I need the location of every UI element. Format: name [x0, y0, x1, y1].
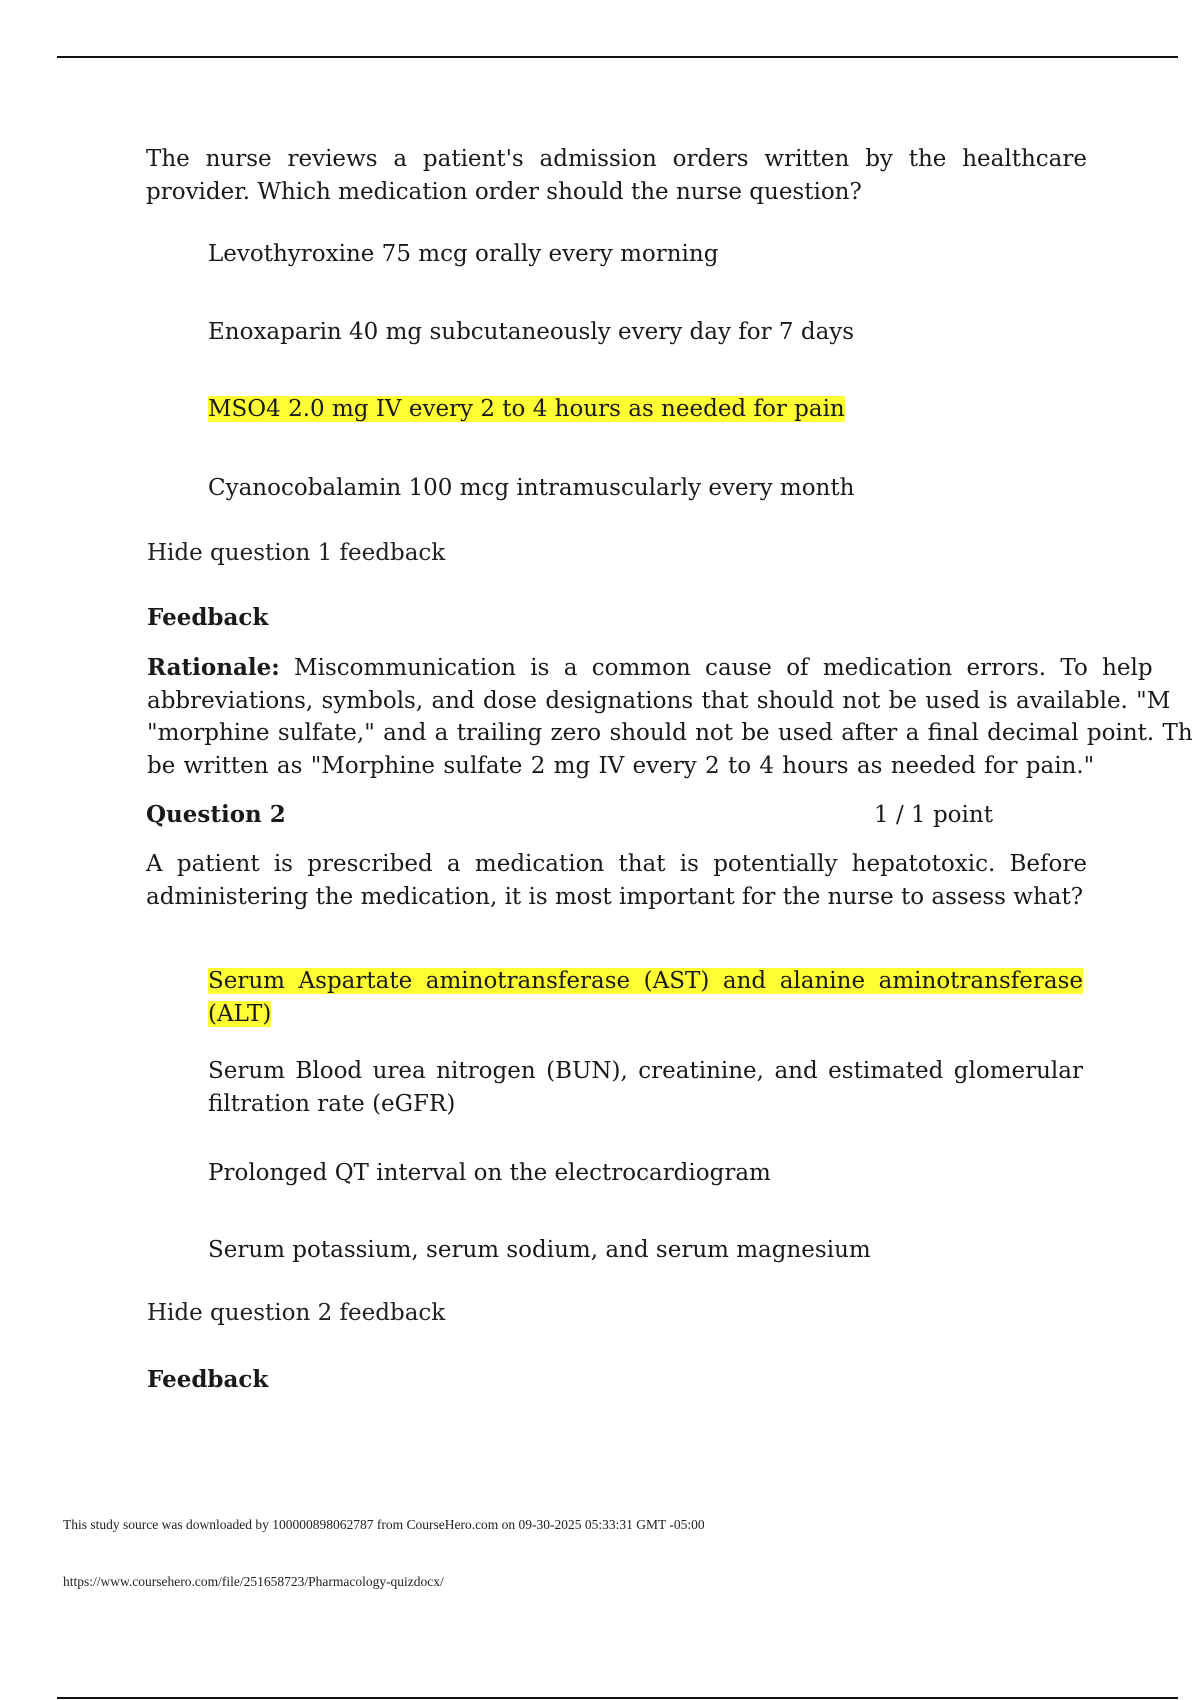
bottom-rule: [57, 1697, 1178, 1699]
hide-question-1-feedback-link[interactable]: Hide question 1 feedback: [147, 540, 446, 566]
option-text: Enoxaparin 40 mg subcutaneously every day for 7 days: [208, 319, 855, 345]
question-2-stem: A patient is prescribed a medication that is potentially hepatotoxic. Before administering the medication, it is most important for the nurse to assess what?: [146, 851, 1087, 910]
option-text: Cyanocobalamin 100 mcg intramuscularly every month: [208, 475, 855, 501]
question-2-option-d[interactable]: [208, 1234, 1083, 1267]
question-1-option-d[interactable]: [208, 472, 1083, 505]
highlighted-answer: MSO4 2.0 mg IV every 2 to 4 hours as needed for pain: [208, 396, 845, 422]
question-2-option-a-selected[interactable]: [208, 965, 1083, 1030]
option-text: Prolonged QT interval on the electrocardiogram: [208, 1160, 771, 1186]
question-2-option-c[interactable]: [208, 1157, 1083, 1190]
question-2-feedback-heading: Feedback: [147, 1366, 269, 1393]
question-1-feedback-heading: Feedback: [147, 604, 269, 631]
option-text: Serum Blood urea nitrogen (BUN), creatinine, and estimated glomerular filtration rate (eGFR): [208, 1058, 1083, 1117]
question-1-option-a[interactable]: [208, 238, 1083, 271]
highlighted-answer: Serum Aspartate aminotransferase (AST) and alanine aminotransferase (ALT): [208, 968, 1083, 1027]
question-2-title: Question 2: [146, 801, 286, 828]
rationale-text: Miscommunication is a common cause of medication errors. To help: [279, 655, 1153, 681]
question-1-option-c-selected[interactable]: [208, 393, 1083, 426]
question-2-points: 1 / 1 point: [874, 802, 993, 828]
rationale-label: Rationale:: [147, 654, 280, 681]
option-text: Levothyroxine 75 mcg orally every morning: [208, 241, 719, 267]
source-url[interactable]: https://www.coursehero.com/file/251658723/Pharmacology-quizdocx/: [63, 1574, 444, 1589]
question-1-rationale: [147, 652, 1200, 782]
question-2-option-b[interactable]: [208, 1055, 1083, 1120]
download-notice: This study source was downloaded by 100000898062787 from CourseHero.com on 09-30-2025 05:33:31 GMT -05:00: [63, 1517, 705, 1532]
option-text: Serum potassium, serum sodium, and serum magnesium: [208, 1237, 871, 1263]
rationale-line: "morphine sulfate," and a trailing zero should not be used after a final decimal point. Th: [147, 720, 1193, 746]
question-1-stem: The nurse reviews a patient's admission orders written by the healthcare provider. Which medication order should the nurse question?: [146, 146, 1087, 205]
hide-question-2-feedback-link[interactable]: Hide question 2 feedback: [147, 1300, 446, 1326]
rationale-line: [147, 652, 1200, 685]
rationale-line: abbreviations, symbols, and dose designations that should not be used is available. "M: [147, 687, 1171, 714]
rationale-line: be written as "Morphine sulfate 2 mg IV every 2 to 4 hours as needed for pain.": [147, 752, 1095, 779]
question-1-option-b[interactable]: [208, 316, 1083, 349]
